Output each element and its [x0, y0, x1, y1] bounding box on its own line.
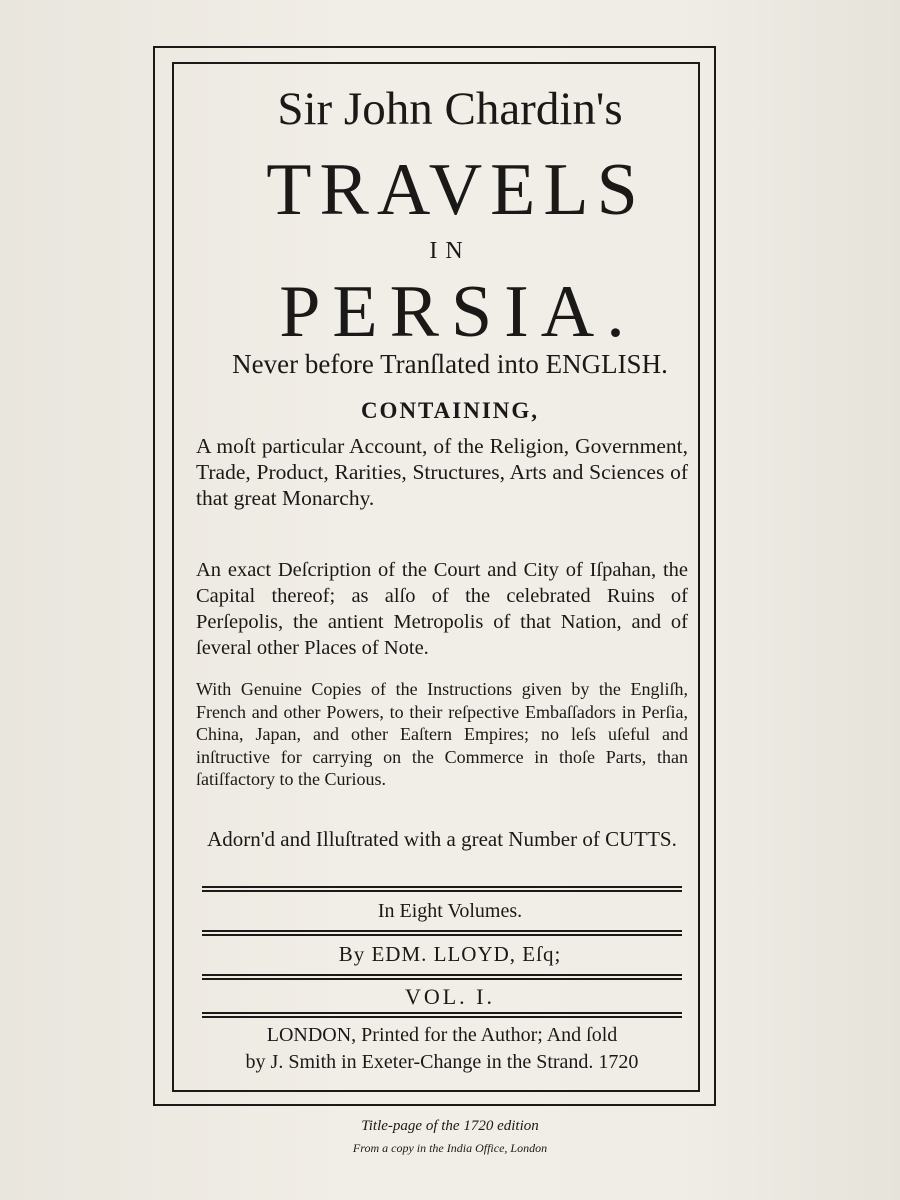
- imprint-line-1: LONDON, Printed for the Author; And ſold: [266, 1024, 618, 1046]
- contents-paragraph-2: An exact Deſcription of the Court and City of Iſpahan, the Capital thereof; as alſo of the celebrated Ruins of Perſepolis, the antient Metropolis of that Nation, and of ſeveral other Places of Note.: [196, 559, 688, 659]
- volumes-line: In Eight Volumes.: [377, 900, 523, 922]
- volume-number: VOL. I.: [404, 984, 496, 1009]
- double-rule: [202, 930, 682, 932]
- adorned-line: Adorn'd and Illuſtrated with a great Number of CUTTS.: [207, 827, 677, 851]
- caption-line-1: Title-page of the 1720 edition: [361, 1118, 539, 1134]
- double-rule: [202, 974, 682, 976]
- never-translated-line: Never before Tranſlated into ENGLISH.: [232, 349, 668, 379]
- double-rule: [202, 890, 682, 892]
- author-line: Sir John Chardin's: [277, 83, 623, 135]
- contents-paragraph-1: A moſt particular Account, of the Religion, Government, Trade, Product, Rarities, Structures, Arts and Sciences of that great Monarchy.: [196, 434, 688, 510]
- double-rule: [202, 934, 682, 936]
- double-rule: [202, 1016, 682, 1018]
- imprint-line-2: by J. Smith in Exeter-Change in the Strand. 1720: [245, 1051, 639, 1073]
- double-rule: [202, 886, 682, 888]
- caption-line-2: From a copy in the India Office, London: [352, 1141, 548, 1155]
- imprint: [200, 1022, 684, 1076]
- by-line: By EDM. LLOYD, Eſq;: [338, 942, 562, 966]
- double-rule: [202, 978, 682, 980]
- title-travels: TRAVELS: [266, 149, 646, 231]
- title-in: IN: [429, 238, 471, 264]
- containing-heading: CONTAINING,: [360, 398, 540, 423]
- double-rule: [202, 1012, 682, 1014]
- title-persia: PERSIA.: [279, 271, 637, 353]
- contents-paragraph-3: With Genuine Copies of the Instructions given by the Engliſh, French and other Powers, to their reſpective Embaſſadors in Perſia, China, Japan, and other Eaſtern Empires; no leſs uſeful and inſtructive for carrying on the Commerce in thoſe Parts, than ſatiſfactory to the Curious.: [196, 679, 688, 789]
